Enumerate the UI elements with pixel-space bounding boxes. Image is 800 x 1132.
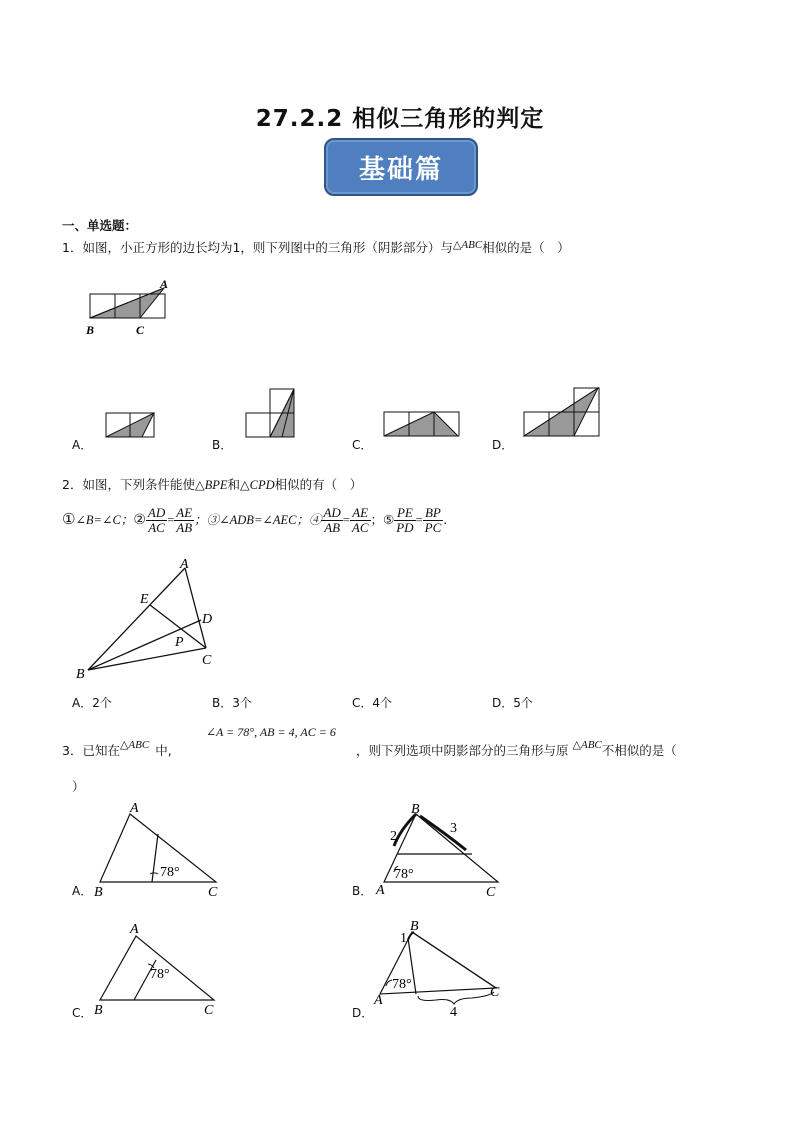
label-c: C: [208, 885, 218, 900]
question-number: 1．: [62, 240, 83, 255]
stem-text: ，则下列选项中阴影部分的三角形与原: [356, 743, 569, 758]
q2-figure: [68, 552, 238, 684]
triangle-label: △ABC: [119, 739, 150, 751]
triangle-label: △ABC: [572, 739, 602, 751]
period: .: [443, 512, 448, 527]
label-a: A: [374, 993, 383, 1008]
condition-marker: ；⑤: [370, 512, 395, 527]
label-c: C: [486, 885, 496, 900]
label-c: C: [202, 653, 212, 668]
label-b: B: [94, 1003, 103, 1018]
q1-option-c[interactable]: C．: [352, 438, 373, 452]
stem-text: 已知在: [82, 743, 120, 758]
triangle-label: △ABC: [452, 239, 483, 251]
q3-option-c[interactable]: C．: [72, 1006, 93, 1020]
fraction: $\frac{AD}{AC}$: [147, 505, 166, 535]
label-b: B: [94, 885, 103, 900]
fraction: $\frac{AE}{AC}$: [351, 505, 369, 535]
q1-option-d-figure[interactable]: [518, 384, 604, 440]
condition-1: ∠B=∠C；: [75, 513, 134, 527]
question-number: 2．: [62, 477, 83, 492]
page-title: 27.2.2 相似三角形的判定: [255, 106, 545, 132]
q2-option-d[interactable]: D．5个: [492, 696, 533, 710]
fraction: $\frac{PE}{PD}$: [396, 505, 414, 535]
label-a: A: [160, 277, 169, 291]
question-2-stem: [62, 476, 362, 494]
q3-option-a[interactable]: A．: [72, 884, 93, 898]
q1-option-a-figure[interactable]: [100, 410, 160, 440]
question-3-stem: [62, 736, 172, 760]
question-1-stem: [62, 236, 570, 257]
question-2-conditions: [62, 506, 447, 535]
label-b: B: [411, 802, 420, 817]
stem-text: 相似的有（ ）: [274, 477, 363, 492]
condition-marker: ②: [133, 512, 146, 528]
label-b: B: [410, 919, 419, 934]
q3-option-d[interactable]: D．: [352, 1006, 374, 1020]
equals-sign: =: [167, 513, 175, 527]
label-d: D: [202, 612, 213, 627]
stem-text: 和: [227, 477, 241, 492]
condition-formula: ∠A = 78°, AB = 4, AC = 6: [206, 725, 336, 739]
q1-option-c-figure[interactable]: [378, 406, 464, 440]
fraction: $\frac{AD}{AB}$: [323, 505, 341, 535]
label-c: C: [136, 323, 145, 337]
stem-text: 相似的是（ ）: [482, 240, 570, 255]
label-a: A: [130, 801, 139, 816]
fraction: $\frac{AE}{AB}$: [176, 505, 193, 535]
q1-main-figure: [84, 276, 184, 338]
q1-option-d[interactable]: D．: [492, 438, 514, 452]
label-a: A: [376, 883, 385, 898]
question-3-close: ）: [72, 779, 85, 794]
q3-option-d-figure[interactable]: [366, 916, 516, 1020]
angle-label: 78°: [150, 967, 170, 982]
equals-sign: =: [342, 513, 350, 527]
q3-option-b[interactable]: B．: [352, 884, 373, 898]
q2-option-c[interactable]: C．4个: [352, 696, 393, 710]
level-badge: 基础篇: [324, 138, 478, 196]
q2-option-b[interactable]: B．3个: [212, 696, 252, 710]
q1-option-a[interactable]: A．: [72, 438, 93, 452]
q2-option-a[interactable]: A．2个: [72, 696, 112, 710]
label-b: B: [86, 323, 95, 337]
stem-text: 如图，小正方形的边长均为1，则下列图中的三角形（阴影部分）与: [82, 240, 453, 255]
question-number: 3．: [62, 743, 83, 758]
side-label: 2: [390, 829, 397, 844]
section-heading: 一、单选题：: [62, 218, 138, 233]
q3-option-a-figure[interactable]: [90, 800, 230, 900]
label-a: A: [180, 557, 189, 572]
label-a: A: [130, 922, 139, 937]
angle-label: 78°: [394, 867, 414, 882]
label-e: E: [140, 592, 149, 607]
angle-label: 78°: [392, 977, 412, 992]
side-label: 1: [400, 931, 407, 946]
q1-option-b[interactable]: B．: [212, 438, 233, 452]
side-label: 4: [450, 1005, 457, 1020]
label-c: C: [204, 1003, 214, 1018]
question-3-stem-cont: [356, 736, 677, 760]
triangle-label: △BPE: [194, 478, 228, 492]
condition-3: ；③∠ADB=∠AEC；④: [194, 513, 322, 527]
stem-text: 如图，下列条件能使: [82, 477, 195, 492]
triangle-label: △CPD: [240, 478, 275, 492]
label-b: B: [76, 667, 85, 682]
label-c: C: [490, 985, 500, 1000]
condition-marker: ①: [62, 510, 76, 528]
q3-option-c-figure[interactable]: [90, 920, 230, 1020]
fraction: $\frac{BP}{PC}$: [424, 505, 442, 535]
label-p: P: [175, 635, 184, 650]
angle-label: 78°: [160, 865, 180, 880]
stem-text: 不相似的是（: [601, 743, 677, 758]
side-label: 3: [450, 821, 457, 836]
equals-sign: =: [415, 513, 423, 527]
q3-option-b-figure[interactable]: [366, 800, 516, 900]
q1-option-b-figure[interactable]: [240, 385, 300, 441]
stem-text: 中,: [155, 743, 172, 758]
